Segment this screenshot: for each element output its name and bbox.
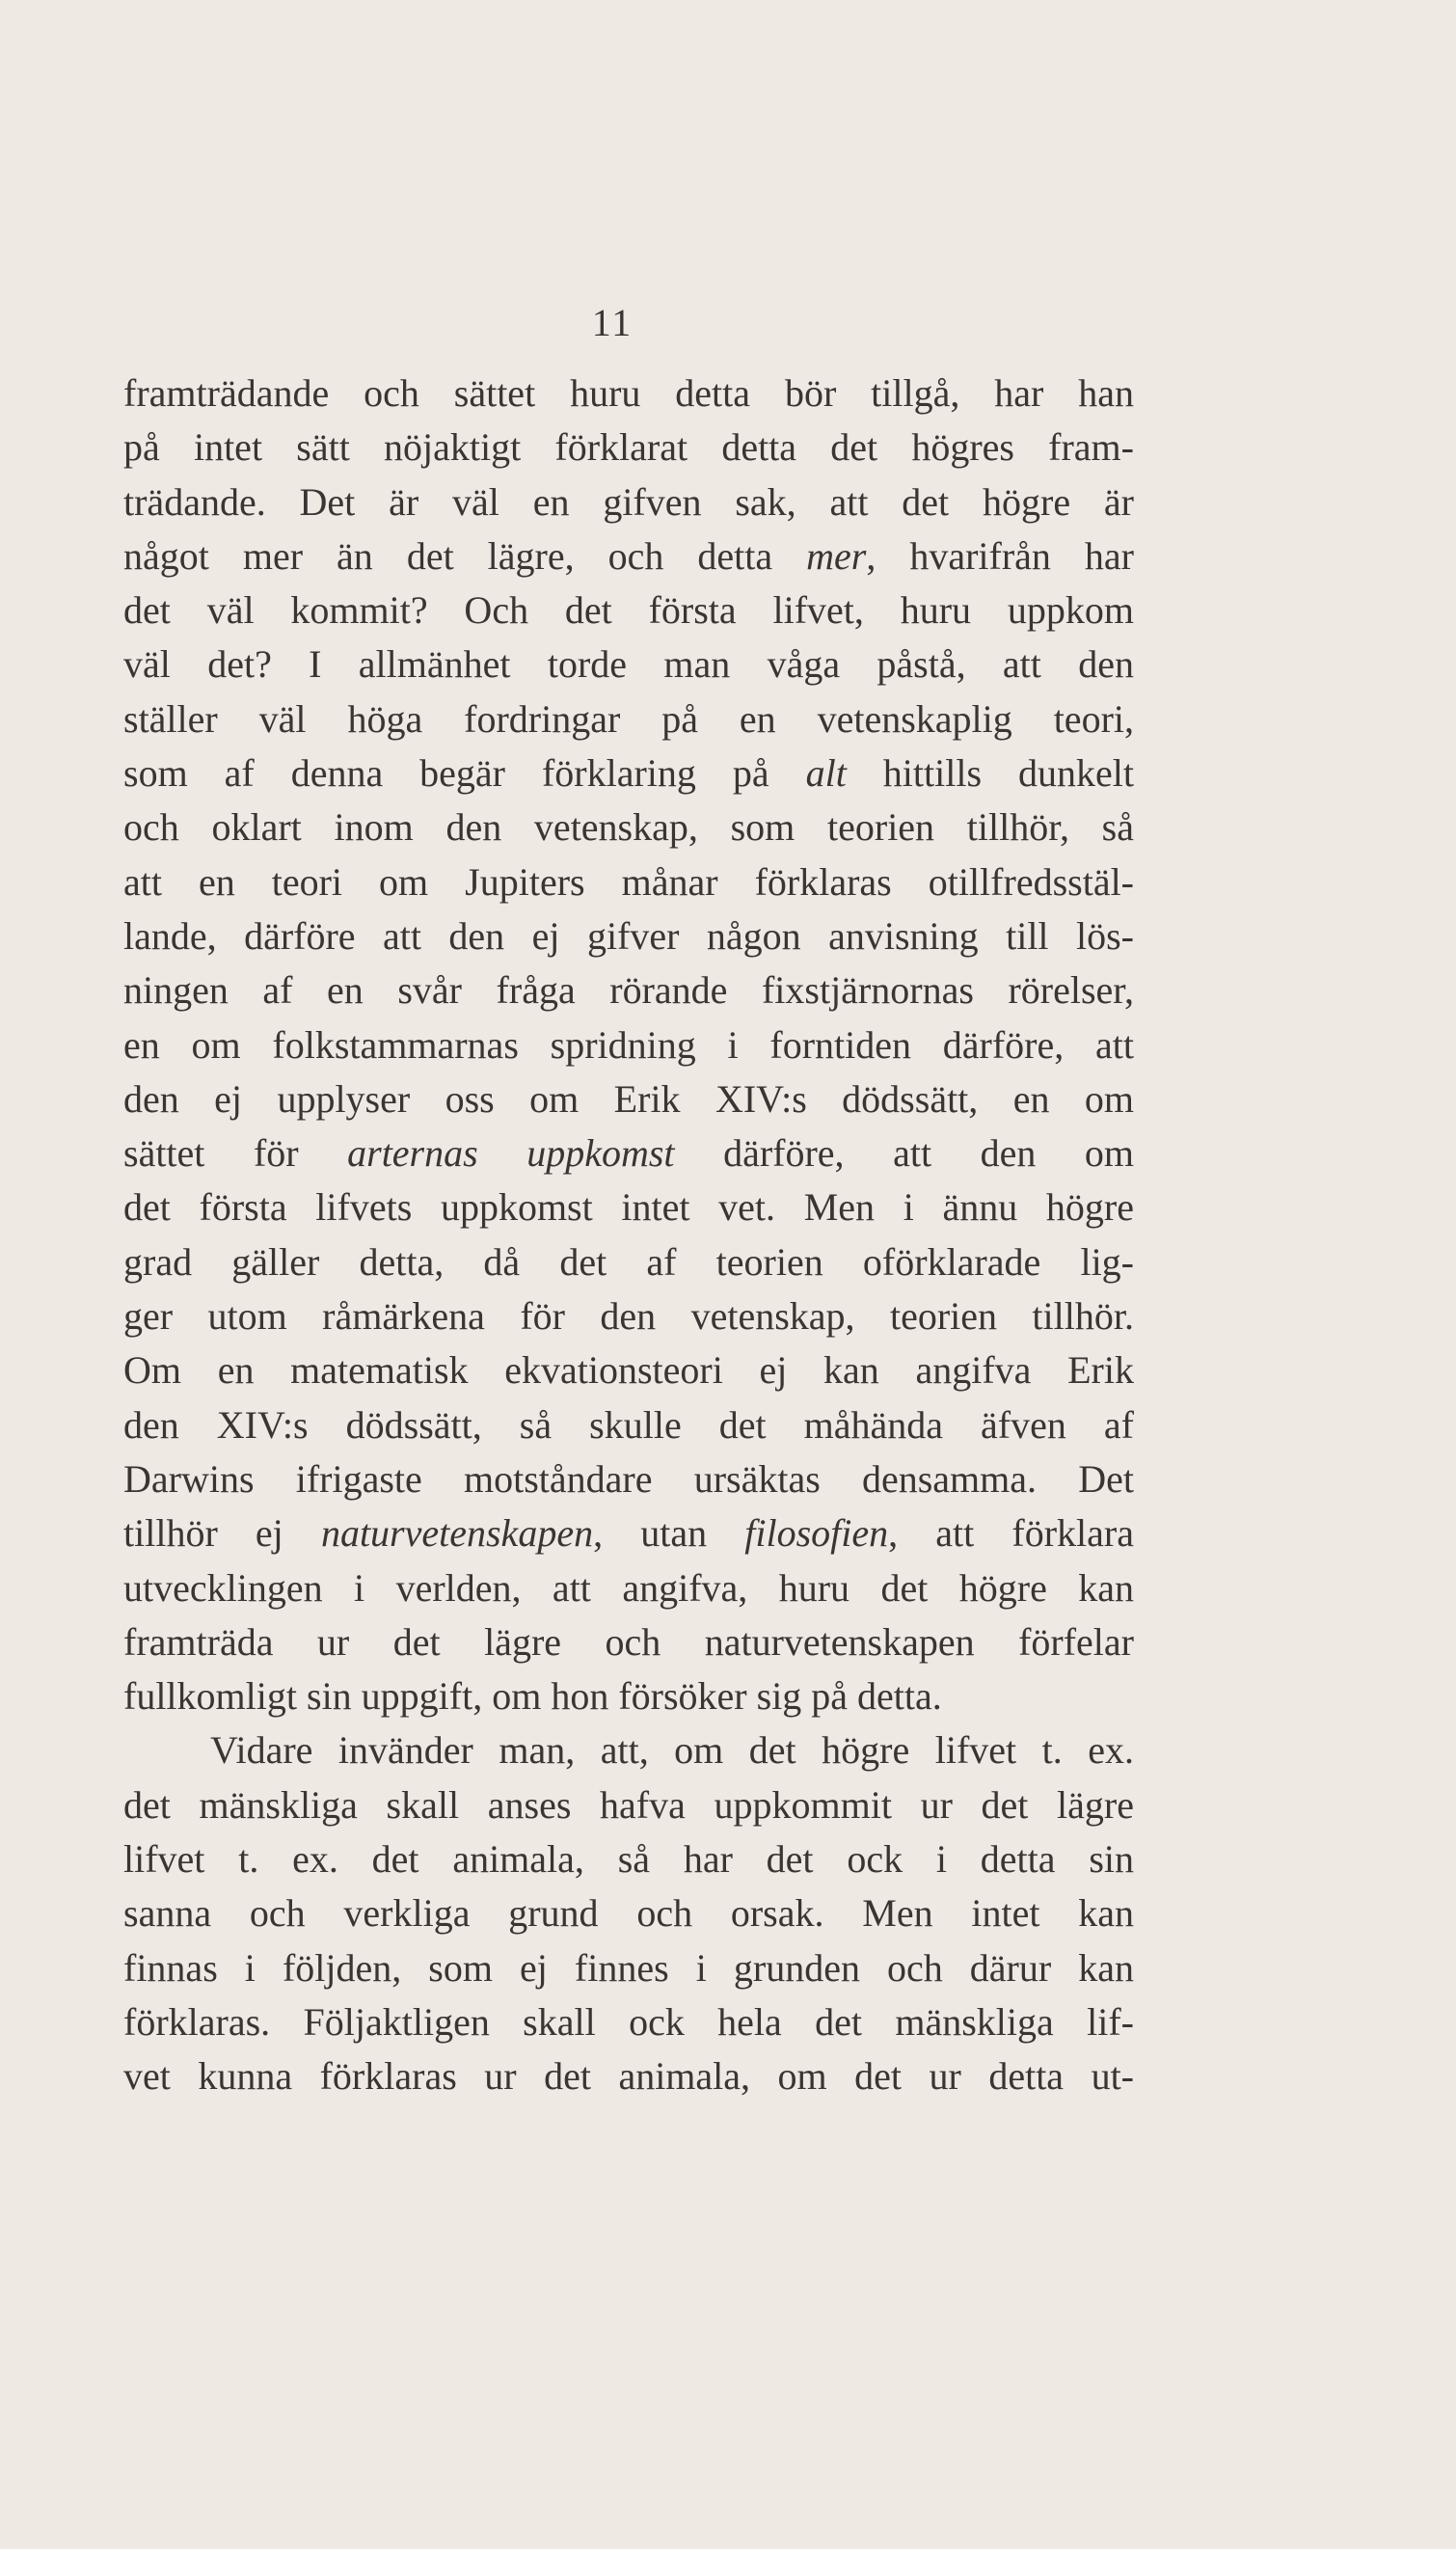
text-segment: den ej upplyser oss om Erik XIV:s dödssätt, en om: [123, 1076, 1134, 1121]
text-line: [123, 1778, 1134, 1832]
text-segment: utvecklingen i verlden, att angifva, huru det högre kan: [123, 1565, 1134, 1610]
text-line: [123, 1561, 1134, 1615]
text-segment: , utan: [593, 1511, 745, 1556]
text-line: [123, 1615, 1134, 1669]
text-line: [123, 1941, 1134, 1995]
text-segment: framträdande och sättet huru detta bör tillgå, har han: [123, 371, 1134, 415]
text-line: [123, 1398, 1134, 1452]
text-segment: väl det? I allmänhet torde man våga påstå, att den: [123, 642, 1134, 687]
text-line: [123, 800, 1134, 854]
text-segment: framträda ur det lägre och naturvetenskapen förfelar: [123, 1619, 1134, 1664]
text-segment: tillhör ej: [123, 1511, 321, 1556]
text-segment: lande, därföre att den ej gifver någon anvisning till lös-: [123, 913, 1134, 958]
text-line: [123, 1832, 1134, 1886]
text-line: [123, 583, 1134, 637]
text-segment: därföre, att den om: [674, 1131, 1134, 1176]
text-line: [123, 1343, 1134, 1397]
text-line: [123, 1723, 1134, 1777]
text-line: [123, 1289, 1134, 1343]
text-segment: trädande. Det är väl en gifven sak, att det högre är: [123, 479, 1134, 524]
text-line: [123, 366, 1134, 420]
text-line: [123, 1018, 1134, 1072]
text-line: [123, 1995, 1134, 2049]
italic-text: mer: [806, 533, 867, 578]
page-number: 11: [591, 301, 634, 344]
text-segment: att en teori om Jupiters månar förklaras otillfredsstäl-: [123, 859, 1134, 904]
text-line: [123, 637, 1134, 691]
text-line: [123, 1669, 1134, 1723]
text-line: [123, 420, 1134, 475]
italic-text: filosofien: [744, 1511, 889, 1556]
text-line: [123, 1072, 1134, 1126]
text-line: [123, 1235, 1134, 1289]
text-line: [123, 1180, 1134, 1234]
text-segment: en om folkstammarnas spridning i forntiden därföre, att: [123, 1022, 1134, 1067]
text-line: [123, 909, 1134, 963]
text-segment: grad gäller detta, då det af teorien oförklarade lig-: [123, 1239, 1134, 1284]
text-line: [123, 1506, 1134, 1560]
text-segment: lifvet t. ex. det animala, så har det ock i detta sin: [123, 1837, 1134, 1882]
text-segment: Darwins ifrigaste motståndare ursäktas densamma. Det: [123, 1456, 1134, 1501]
text-line: [123, 692, 1134, 746]
text-segment: vet kunna förklaras ur det animala, om det ur detta ut-: [123, 2054, 1134, 2099]
italic-text: naturvetenskapen: [320, 1511, 594, 1556]
text-segment: Om en matematisk ekvationsteori ej kan angifva Erik: [123, 1348, 1134, 1393]
text-segment: den XIV:s dödssätt, så skulle det måhända äfven af: [123, 1402, 1134, 1447]
text-line: [123, 1886, 1134, 1940]
text-segment: , hvarifrån har: [866, 533, 1134, 578]
text-segment: sättet för: [123, 1131, 348, 1176]
text-segment: hittills dunkelt: [846, 751, 1134, 796]
text-line: [123, 746, 1134, 800]
text-segment: ställer väl höga fordringar på en vetenskaplig teori,: [123, 696, 1134, 741]
italic-text: alt: [805, 751, 847, 796]
text-segment: förklaras. Följaktligen skall ock hela det mänskliga lif-: [123, 1999, 1134, 2044]
text-segment: ger utom råmärkena för den vetenskap, teorien tillhör.: [123, 1294, 1134, 1339]
text-line: [123, 1452, 1134, 1506]
text-line: [123, 1126, 1134, 1180]
text-segment: på intet sätt nöjaktigt förklarat detta det högres fram-: [123, 425, 1134, 470]
text-line: [123, 2049, 1134, 2103]
body-text: [123, 366, 1134, 2104]
italic-text: arternas uppkomst: [347, 1131, 675, 1176]
text-segment: Vidare invänder man, att, om det högre lifvet t. ex.: [210, 1728, 1134, 1773]
text-segment: det första lifvets uppkomst intet vet. Men i ännu högre: [123, 1185, 1134, 1230]
text-segment: sanna och verkliga grund och orsak. Men intet kan: [123, 1891, 1134, 1936]
text-segment: , att förklara: [888, 1511, 1134, 1556]
text-line: [123, 855, 1134, 909]
text-segment: det väl kommit? Och det första lifvet, huru uppkom: [123, 588, 1134, 633]
text-line: [123, 963, 1134, 1017]
text-segment: finnas i följden, som ej finnes i grunden och därur kan: [123, 1945, 1134, 1990]
text-line: [123, 529, 1134, 583]
text-line: [123, 475, 1134, 529]
text-segment: och oklart inom den vetenskap, som teorien tillhör, så: [123, 805, 1134, 850]
text-segment: fullkomligt sin uppgift, om hon försöker sig på detta.: [123, 1674, 942, 1719]
text-segment: ningen af en svår fråga rörande fixstjärnornas rörelser,: [123, 968, 1134, 1013]
text-segment: något mer än det lägre, och detta: [123, 533, 807, 578]
text-segment: det mänskliga skall anses hafva uppkommit ur det lägre: [123, 1782, 1134, 1827]
text-segment: som af denna begär förklaring på: [123, 751, 806, 796]
